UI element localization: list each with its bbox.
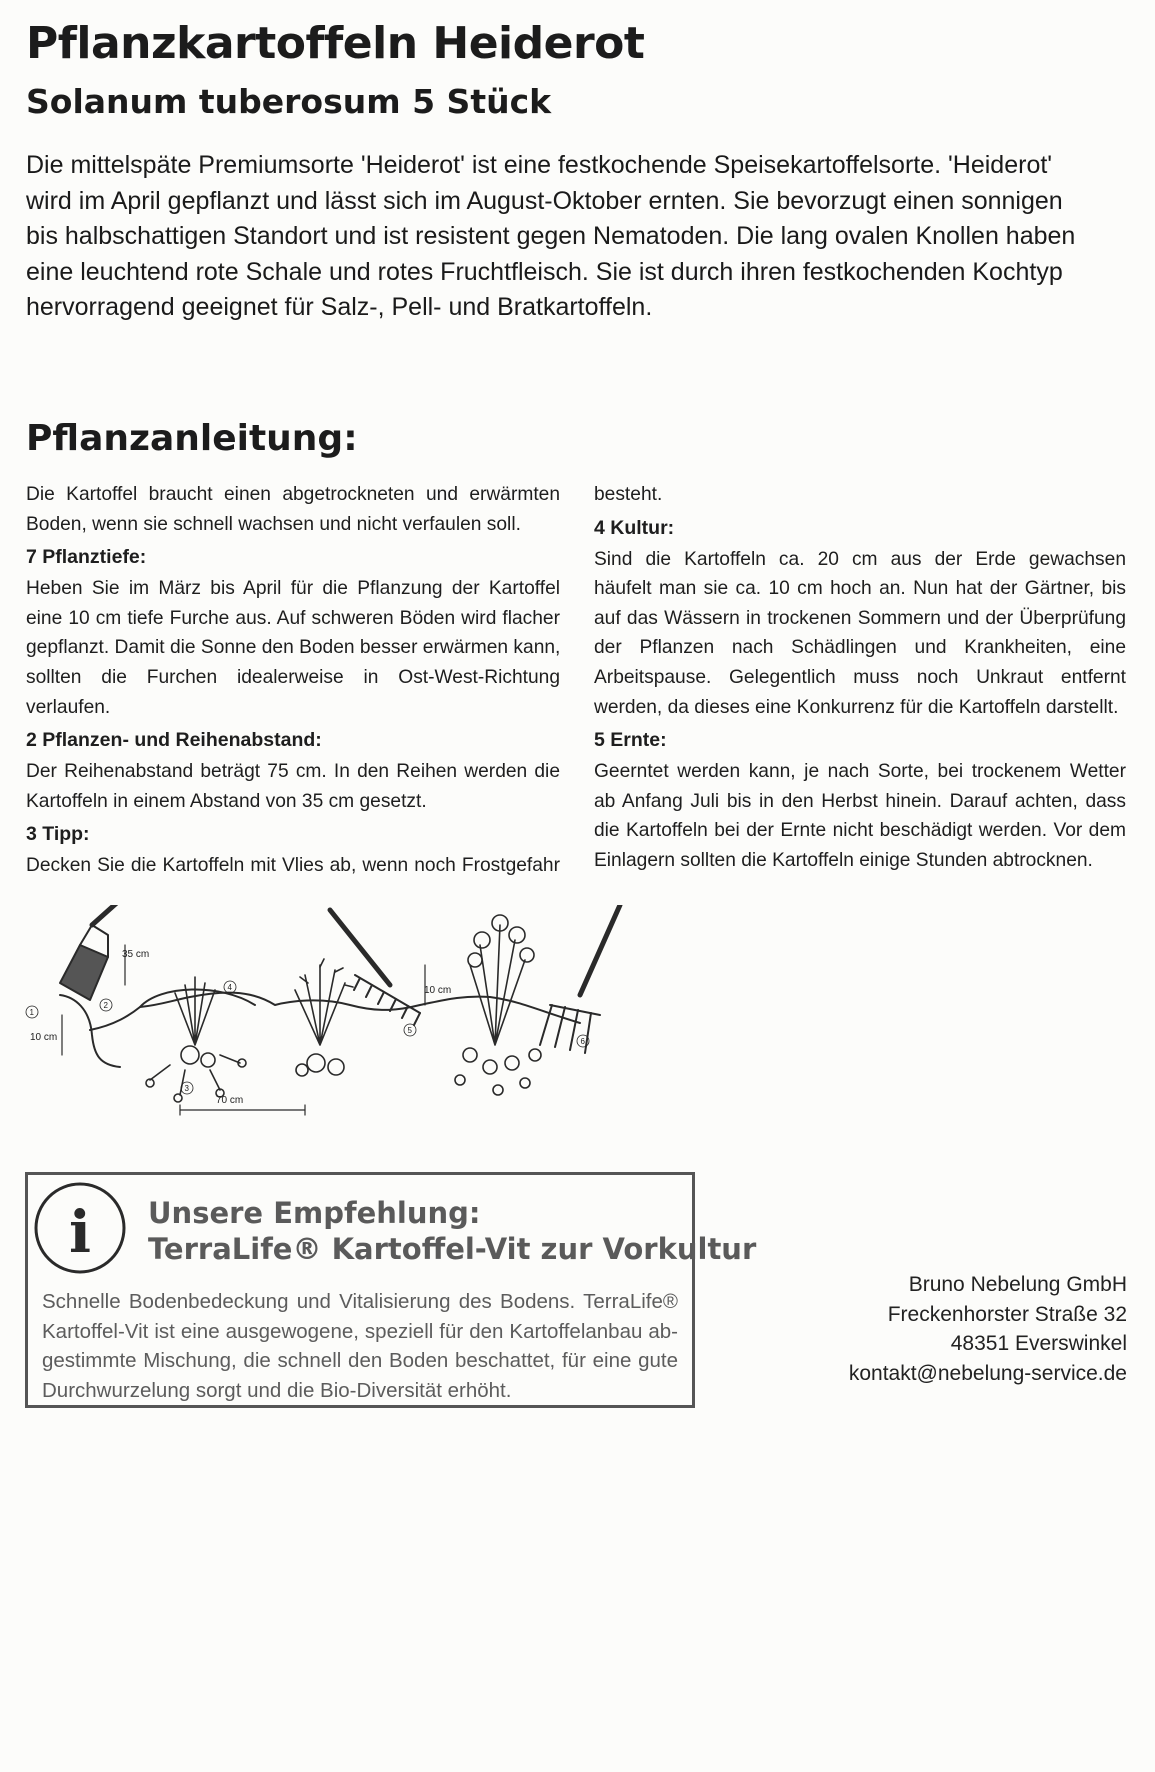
text-line: Decken Sie die Kartoffeln mit Vlies ab, wenn noch Frostgefahr: [26, 855, 560, 877]
company-name: Bruno Nebelung GmbH: [908, 1273, 1127, 1296]
section-body-pflanztiefe: [26, 574, 560, 722]
marker-5: 5: [407, 1026, 412, 1035]
text-line: gepflanzt. Damit die Sonne den Boden besser erwärmen kann,: [26, 637, 561, 659]
text-line: verlaufen.: [26, 696, 111, 718]
recommendation-text: [42, 1287, 678, 1405]
marker-4: 4: [227, 983, 232, 992]
text-line: Schnelle Bodenbedeckung und Vitalisierung des Bodens. TerraLife®: [42, 1290, 678, 1313]
text-line: der Pflanzen nach Schädlingen und Krankheiten, eine: [594, 637, 1126, 659]
text-line: Die Kartoffel braucht einen abgetrockneten und erwärmten: [26, 484, 560, 505]
marker-2: 2: [103, 1001, 108, 1010]
section-body-kultur: [594, 545, 1126, 723]
text-line: auf das Wässern in trockenen Sommern und der Überprüfung: [594, 607, 1126, 629]
page-subtitle: Solanum tuberosum 5 Stück: [26, 82, 552, 121]
street-address: Freckenhorster Straße 32: [887, 1302, 1127, 1326]
instructions-intro: [26, 480, 560, 539]
marker-3: 3: [184, 1084, 189, 1093]
text-line: ab Anfang Juli bis in den Herbst hinein. Darauf achten, dass: [594, 790, 1126, 812]
text-line: die Kartoffeln bei der Ernte nicht beschädigt werden. Vor dem: [594, 820, 1126, 842]
instructions-right-column: [594, 480, 1126, 876]
city-address: 48351 Everswinkel: [950, 1332, 1127, 1355]
section-title-abstand: 2 Pflanzen- und Reihenabstand:: [26, 729, 322, 752]
section-body-abstand: [26, 757, 560, 816]
intro-paragraph: [26, 148, 1130, 326]
label-10-cm-left: 10 cm: [30, 1032, 58, 1043]
section-body-ernte: [594, 757, 1126, 875]
section-body-tipp: [26, 851, 560, 881]
section-title-ernte: 5 Ernte:: [594, 729, 667, 752]
furrow: [60, 995, 120, 1067]
spade-icon: [60, 905, 120, 1000]
company-address: [849, 1270, 1127, 1388]
growing-plant-icon: [295, 959, 353, 1076]
text-line: Der Reihenabstand beträgt 75 cm. In den Reihen werden die: [26, 761, 560, 783]
text-line: Kartoffeln in einem Abstand von 35 cm gesetzt.: [26, 790, 427, 812]
text-line: werden, da dieses eine Konkurrenz für die Kartoffeln darstellt.: [594, 696, 1119, 718]
text-line: Einlagern sollten die Kartoffeln einige Stunden abtrocknen.: [594, 849, 1093, 871]
section-title-kultur: 4 Kultur:: [594, 516, 675, 539]
text-line: häufelt man sie ca. 10 cm hoch an. Nun hat der Gärtner, bis: [594, 578, 1126, 600]
text-line: Sind die Kartoffeln ca. 20 cm aus der Erde gewachsen: [594, 548, 1126, 570]
intro-line: wird im April gepflanzt und lässt sich im August-Oktober ernten. Sie bevorzugt einen sonnigen: [26, 186, 1063, 215]
recommendation-title: Unsere Empfehlung:: [148, 1196, 481, 1230]
section-title-pflanztiefe: 7 Pflanztiefe:: [26, 546, 147, 569]
text-line: sollten die Furchen idealerweise in Ost-West-Richtung: [26, 666, 560, 688]
instructions-heading: Pflanzanleitung:: [26, 418, 358, 459]
intro-line: hervorragend geeignet für Salz-, Pell- und Bratkartoffeln.: [26, 293, 653, 321]
marker-6: 6: [580, 1037, 585, 1046]
digging-fork-icon: [540, 905, 620, 1053]
section-title-tipp: 3 Tipp:: [26, 823, 90, 846]
label-35-cm: 35 cm: [122, 949, 150, 960]
instructions-left-column: [26, 480, 560, 881]
text-line: Durchwurzelung sorgt und die Bio-Diversität erhöht.: [42, 1378, 512, 1402]
recommendation-box: [25, 1172, 757, 1408]
tipp-continuation: [594, 480, 1126, 510]
planting-illustration: [20, 905, 700, 1145]
text-line: gestimmte Mischung, die schnell den Boden beschattet, für eine gute: [42, 1349, 678, 1372]
label-70-cm: 70 cm: [216, 1095, 244, 1106]
marker-1: 1: [29, 1008, 34, 1017]
text-line: Geerntet werden kann, je nach Sorte, bei trockenem Wetter: [594, 761, 1126, 783]
intro-line: bis halbschattigen Standort und ist resistent gegen Nematoden. Die lang ovalen Knollen haben: [26, 222, 1076, 250]
intro-line: eine leuchtend rote Schale und rotes Fruchtfleisch. Sie ist durch ihren festkochenden Kochtyp: [26, 257, 1063, 286]
svg-text:i: i: [68, 1198, 92, 1266]
text-line: Boden, wenn sie schnell wachsen und nicht verfaulen soll.: [26, 513, 521, 535]
text-line: besteht.: [594, 484, 663, 505]
text-line: Arbeitspause. Gelegentlich muss noch Unkraut entfernt: [594, 666, 1126, 688]
info-icon: [32, 1180, 128, 1276]
text-line: Kartoffel-Vit ist eine ausgewogene, speziell für den Kartoffelanbau ab-: [42, 1319, 678, 1343]
page-title: Pflanzkartoffeln Heiderot: [26, 18, 645, 69]
label-10-cm-right: 10 cm: [424, 985, 452, 996]
text-line: eine 10 cm tiefe Furche aus. Auf schweren Böden wird flacher: [26, 607, 560, 629]
text-line: Heben Sie im März bis April für die Pflanzung der Kartoffel: [26, 578, 560, 600]
recommendation-subtitle: TerraLife® Kartoffel-Vit zur Vorkultur: [148, 1232, 757, 1266]
intro-line: Die mittelspäte Premiumsorte 'Heiderot' ist eine festkochende Speisekartoffelsorte. 'Heiderot': [26, 151, 1053, 179]
contact-email: kontakt@nebelung-service.de: [848, 1361, 1127, 1385]
